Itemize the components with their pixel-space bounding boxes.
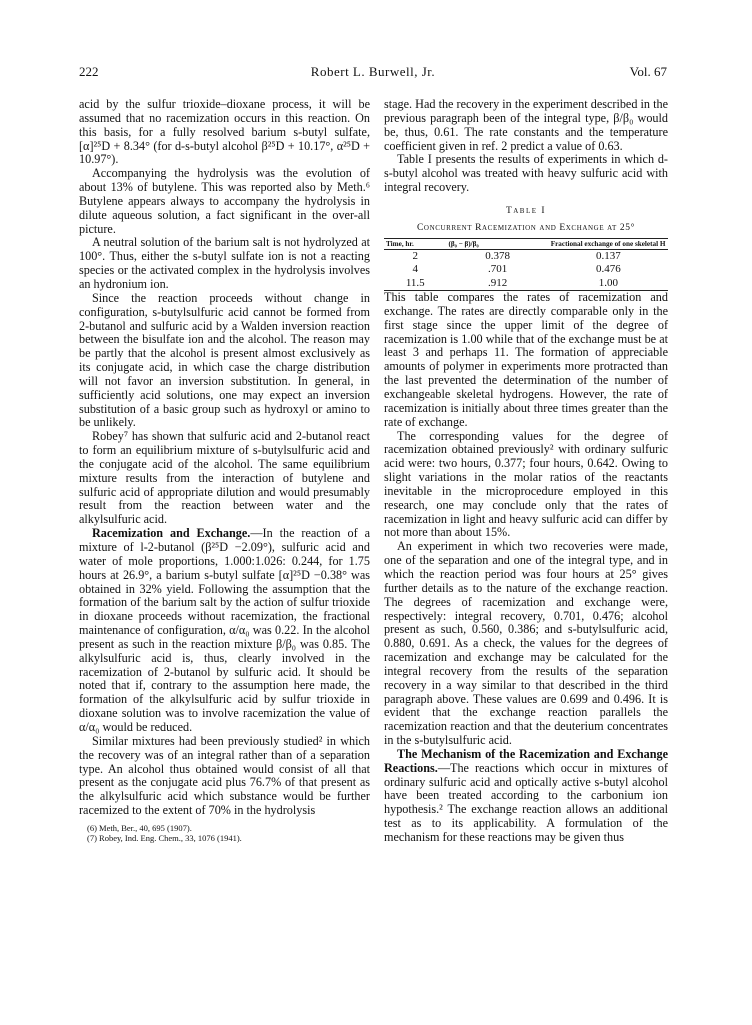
paragraph: A neutral solution of the barium salt is not hydrolyzed at 100°. Thus, either the s-butyl sulfate ion is not a reacting species or the activated complex in the hydrolysis involves an hydronium ion. (79, 235, 370, 291)
paragraph (384, 748, 668, 845)
paragraph: Similar mixtures had been previously studied² in which the recovery was of an integral rather than of a separation type. An alcohol thus obtained would consist of all that present as the conjugate acid plus 76.7% of that present as the alkylsulfuric acid which substance would be further racemized to the extent of 70% in the hydrolysis (79, 733, 370, 818)
table-row (384, 263, 668, 277)
table-cell: .912 (446, 277, 548, 291)
table-cell: 0.476 (595, 263, 621, 276)
paragraph (79, 527, 370, 735)
table-cell: 11.5 (384, 277, 446, 291)
data-table (384, 238, 668, 292)
paragraph-text: —The reactions which occur in mixtures of ordinary sulfuric acid and optically active s-butyl alcohol have been treated according to the carbonium ion hypothesis.² The exchange reaction allows an additional test as to its applicability. A formulation of the mechanism for these reactions may be given thus (384, 760, 668, 844)
table-title: Table I (505, 205, 547, 216)
left-column (79, 98, 370, 844)
section-heading: The Mechanism of the Racemization and Exchange Reactions. (384, 746, 668, 775)
paragraph: acid by the sulfur trioxide–dioxane process, it will be assumed that no racemization occurs in this reaction. On this basis, for a fully resolved barium s-butyl sulfate, [α]²⁵D + 8.34° (for d-s-butyl alcohol β²⁵D + 10.17°, α²⁵D + 10.97°). (79, 97, 370, 167)
table-row (384, 249, 668, 263)
page-number: 222 (79, 64, 99, 79)
paragraph: An experiment in which two recoveries were made, one of the separation and one of the integral type, and in which the reaction period was four hours at 25° gives further details as to the nature of the exchange reaction. The degrees of racemization and exchange were, respectively: integral recovery, 0.701, 0.476; alcohol present as such, 0.560, 0.386; and s-butylsulfuric acid, 0.880, 0.691. As a check, the values for the degrees of racemization and exchange may be calculated for the integral recovery from the results of the separation recovery in a way similar to that described in the third paragraph above. These values are 0.699 and 0.496. It is evident that the exchange reaction parallels the racemization reaction and that the deuterium concentrates in the s-butylsulfuric acid. (384, 539, 668, 748)
table-cell: 0.378 (485, 249, 510, 262)
paragraph: The corresponding values for the degree of racemization obtained previously² with ordinary sulfuric acid were: two hours, 0.377; four hours, 0.642. Owing to slight variations in the molar ratios of the reactants inevitable in the microprocedure employed in this research, one may conclude only that the rates of racemization in light and heavy sulfuric acid can differ by not more than about 15%. (384, 428, 668, 540)
table-cell: 4 (412, 263, 418, 276)
running-header (79, 64, 667, 82)
table-caption: Concurrent Racemization and Exchange at 25° (417, 222, 635, 233)
footnote: (6) Meth, Ber., 40, 695 (1907). (87, 822, 192, 833)
running-author: Robert L. Burwell, Jr. (310, 64, 436, 79)
table-cell: 2 (412, 249, 418, 262)
paragraph: Accompanying the hydrolysis was the evolution of about 13% of butylene. This was reported also by Meth.⁶ Butylene appears always to accompany the hydrolysis in dilute aqueous solution, a fact significant in the over-all picture. (79, 166, 370, 236)
paragraph: Robey⁷ has shown that sulfuric acid and 2-butanol react to form an equilibrium mixture of s-butylsulfuric acid and the conjugate acid of the alcohol. The same equilibrium mixture results from the interaction of butylene and sulfuric acid of appropriate dilution and would presumably result from the reaction between water and the alkylsulfuric acid. (79, 429, 370, 527)
paragraph: Since the reaction proceeds without change in configuration, s-butylsulfuric acid cannot be formed from 2-butanol and sulfuric acid by a Walden inversion reaction between the bisulfate ion and the alcohol. The reason may be partly that the alcohol is present almost exclusively as its conjugate acid, in which case the charge distribution will not favor an inversion substitution. In general, in sufficiently acid solutions, one may expect an inversion substitution of a basic group such as hydroxyl or amino to be unlikely. (79, 290, 370, 430)
footnote: (7) Robey, Ind. Eng. Chem., 33, 1076 (1941). (87, 833, 242, 844)
volume-label: Vol. 67 (629, 64, 667, 79)
paragraph: stage. Had the recovery in the experiment described in the previous paragraph been of the integral type, β/β₀ would be, thus, 0.61. The rate constants and the temperature coefficient given in ref. 2 predict a value of 0.63. (384, 97, 668, 153)
footnotes (79, 823, 370, 844)
paragraph-text: —In the reaction of a mixture of l-2-butanol (β²⁵D −2.09°), sulfuric acid and water of mole proportions, 1.000:1.026: 0.244, for 1.75 hours at 26.9°, a barium s-butyl sulfate [α]²⁵D −0.38° was obtained in 32% yield. Following the assumption that the formation of the barium salt by the action of sulfur trioxide in dioxane proceeds without racemization, the fractional maintenance of configuration, α/α₀ was 0.22. In the alcohol present as such in the reaction mixture β/β₀ was 0.85. The alkylsulfuric acid is, thus, clearly involved in the racemization of 2-butanol by sulfuric acid. It should be noted that if, contrary to the assumption here made, the formation of the alkylsulfuric acid by sulfur trioxide in dioxane solution was to involve racemization the value of α/α₀ would be reduced. (79, 526, 370, 734)
paragraph: Table I presents the results of experiments in which d-s-butyl alcohol was treated with heavy sulfuric acid with integral recovery. (384, 152, 668, 195)
table-cell: .701 (487, 263, 508, 276)
table-header-cell: Fractional exchange of one skeletal H (549, 238, 668, 249)
table-cell: 1.00 (549, 277, 668, 291)
paragraph: This table compares the rates of racemization and exchange. The rates are directly comparable only in the first stage since the upper limit of the degree of racemization is 1.00 while that of the exchange must be at least 3 and perhaps 11. The formation of appreciable amounts of polymer in experiments more protracted than the last prevented the determination of the number of exchangeable skeletal hydrogens. However, the rate of racemization is initially about three times greater than the rate of exchange. (384, 290, 668, 429)
table-cell: 0.137 (595, 249, 621, 262)
section-heading: Racemization and Exchange. (92, 526, 251, 541)
table-header-row (384, 238, 668, 249)
table-header-cell: Time, hr. (384, 238, 446, 249)
right-column (384, 98, 668, 845)
table-header-cell: (β₀ − β)/β₀ (446, 238, 548, 249)
table-row (384, 277, 668, 291)
